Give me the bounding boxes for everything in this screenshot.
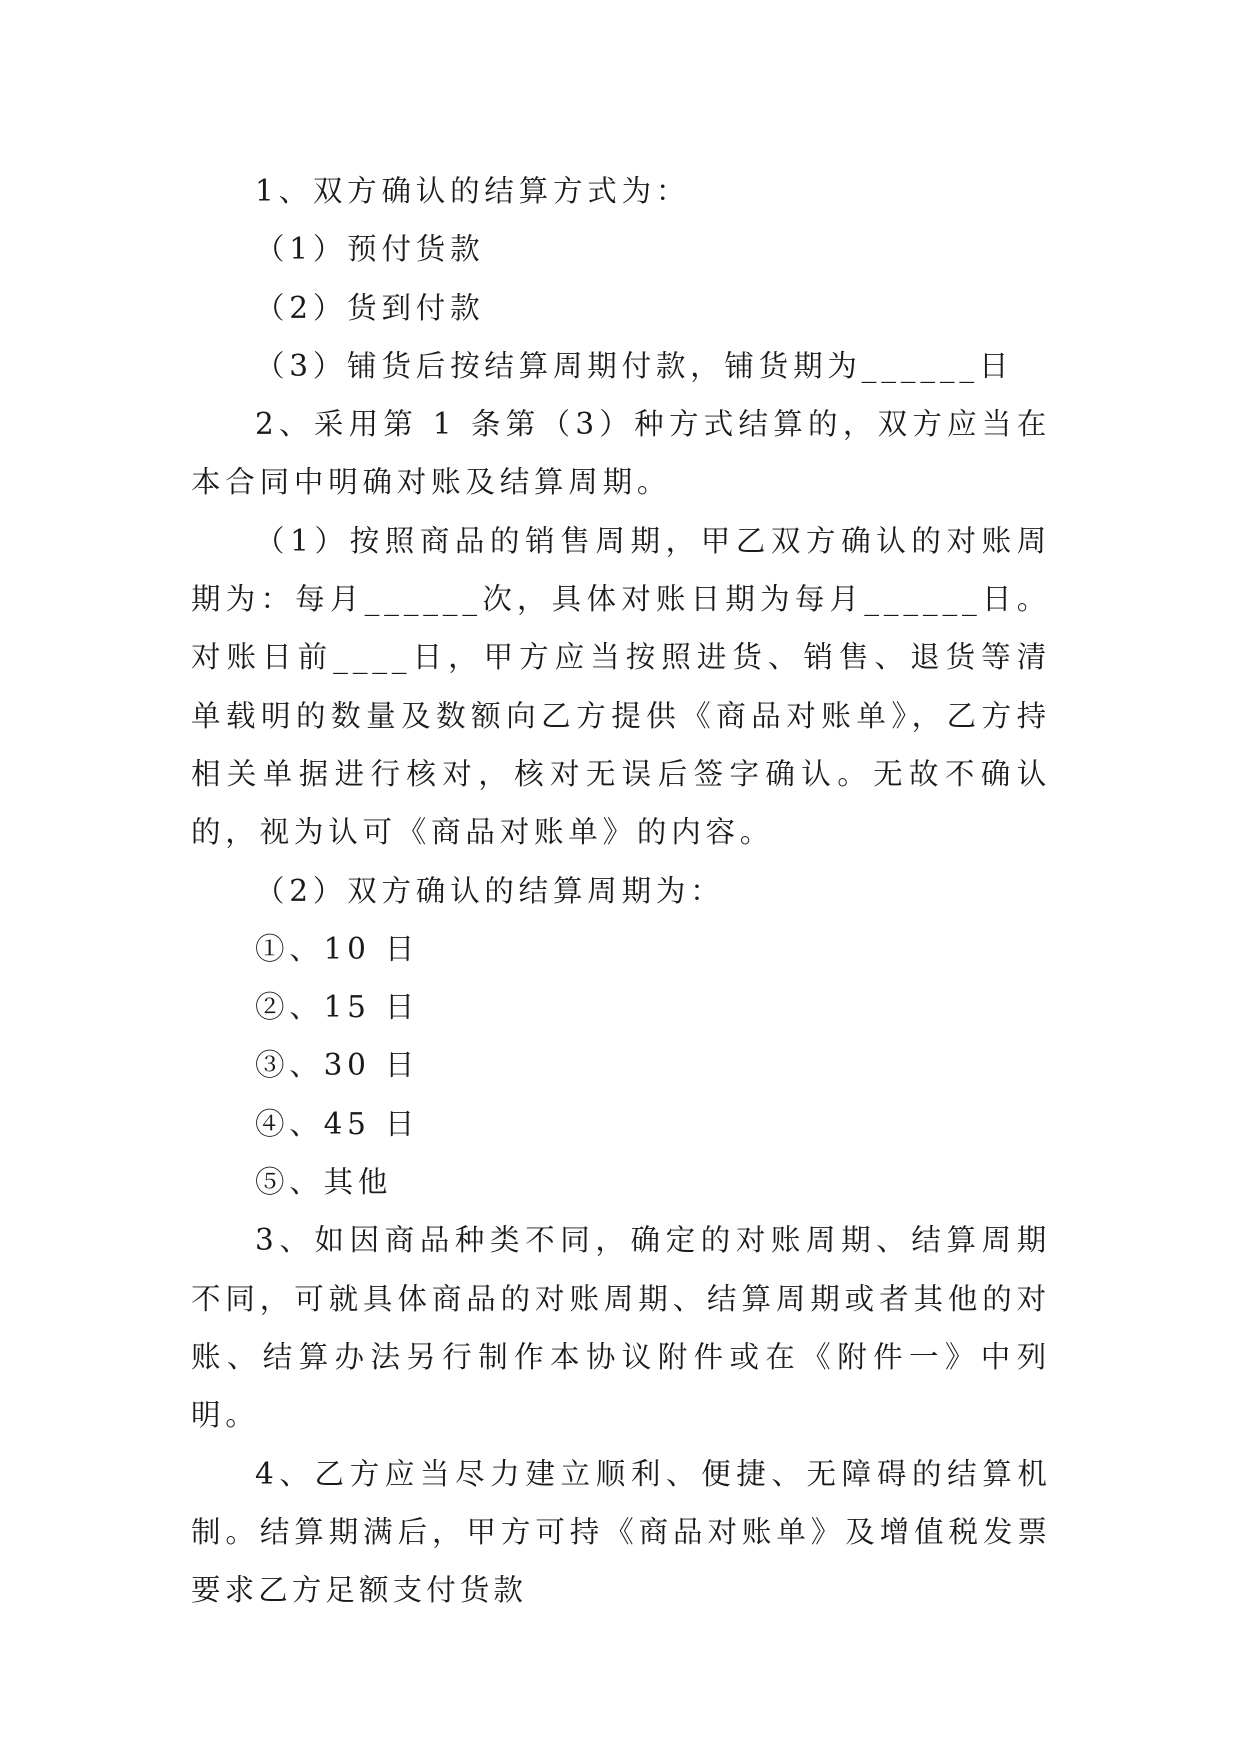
settlement-option-10: ①、10 日	[255, 931, 420, 966]
clause-1-option-1: （1）预付货款	[255, 232, 485, 267]
settlement-option-15: ②、15 日	[255, 990, 420, 1025]
settlement-option-30: ③、30 日	[255, 1048, 420, 1083]
settlement-option-other: ⑤、其他	[255, 1165, 393, 1200]
clause-2-item-2: （2）双方确认的结算周期为：	[255, 873, 725, 908]
clause-1-heading: 1、双方确认的结算方式为：	[255, 174, 691, 208]
settlement-option-45: ④、45 日	[255, 1106, 420, 1141]
clause-3: 3、如因商品种类不同，确定的对账周期、结算周期不同，可就具体商品的对账周期、结算周期或者其他的对账、结算办法另行制作本协议附件或在《附件一》中列明。	[191, 1223, 1051, 1433]
clause-2: 2、采用第 1 条第（3）种方式结算的，双方应当在本合同中明确对账及结算周期。	[191, 407, 1051, 500]
clause-1-option-3: （3）铺货后按结算周期付款，铺货期为______日	[255, 348, 1014, 383]
clause-1-option-2: （2）货到付款	[255, 290, 485, 325]
clause-4: 4、乙方应当尽力建立顺利、便捷、无障碍的结算机制。结算期满后，甲方可持《商品对账单》及增值税发票要求乙方足额支付货款	[191, 1456, 1051, 1608]
document-body	[191, 162, 1051, 1619]
clause-2-item-1: （1）按照商品的销售周期，甲乙双方确认的对账周期为：每月______次，具体对账日期为每月______日。对账日前____日，甲方应当按照进货、销售、退货等清单载明的数量及数额向乙方提供《商品对账单》，乙方持相关单据进行核对，核对无误后签字确认。无故不确认的，视为认可《商品对账单》的内容。	[191, 523, 1051, 850]
